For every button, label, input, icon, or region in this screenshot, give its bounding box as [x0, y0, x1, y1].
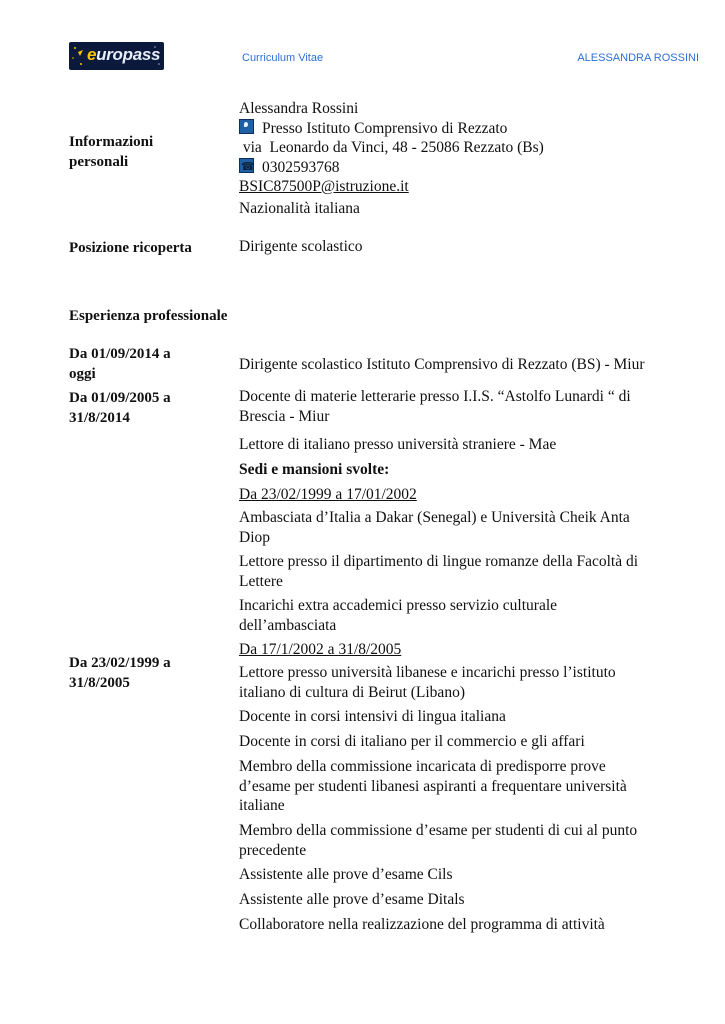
entry-date-line1: Da 01/09/2005 a [69, 390, 171, 406]
full-name: Alessandra Rossini [239, 100, 359, 117]
entry-line: Lettore presso università libanese e incarichi presso l’istituto [239, 664, 616, 681]
entry-item: Docente in corsi intensivi di lingua italiana [239, 708, 506, 725]
phone-icon [239, 158, 254, 173]
entry-date [69, 653, 171, 693]
entry-line: Lettore di italiano presso università straniere - Mae [239, 436, 557, 453]
header-cv-label: Curriculum Vitae [242, 52, 324, 64]
entry-line: dell’ambasciata [239, 616, 337, 634]
entry-item [239, 552, 679, 591]
entry-date [69, 388, 171, 428]
location-icon [239, 119, 254, 134]
personal-info-block [239, 99, 679, 218]
personal-info-label-line1: Informazioni [69, 134, 154, 150]
entry-period: Da 23/02/1999 a 17/01/2002 [239, 486, 417, 503]
entry-line: Lettore presso il dipartimento di lingue romanze della Facoltà di [239, 553, 639, 570]
entry-line: italiano di cultura di Beirut (Libano) [239, 683, 465, 701]
nationality: Nazionalità italiana [239, 199, 360, 217]
entry-line: Incarichi extra accademici presso servizio culturale [239, 597, 558, 614]
address-line1 [239, 119, 679, 139]
entry-date-line2: 31/8/2014 [69, 410, 130, 426]
personal-info-label-line2: personali [69, 154, 129, 170]
entry-date-line1: Da 23/02/1999 a [69, 655, 171, 671]
address-line1-text: Presso Istituto Comprensivo di Rezzato [262, 119, 508, 137]
entry-line: Diop [239, 528, 270, 546]
entry-line: Membro della commissione incaricata di predisporre prove [239, 758, 606, 775]
entry-line: d’esame per studenti libanesi aspiranti a frequentare università [239, 777, 627, 795]
entry-item [239, 663, 679, 702]
entry-item [239, 821, 679, 860]
position-value: Dirigente scolastico [239, 238, 363, 255]
entry-date-line1: Da 01/09/2014 a [69, 346, 171, 362]
entry-date-line2: oggi [69, 366, 96, 382]
personal-info-label [69, 132, 153, 172]
entry-item: Assistente alle prove d’esame Ditals [239, 891, 465, 908]
entry-line: Brescia - Miur [239, 407, 330, 425]
entry-item: Assistente alle prove d’esame Cils [239, 866, 453, 883]
address-line2: via Leonardo da Vinci, 48 - 25086 Rezzato (Bs) [239, 139, 544, 156]
experience-heading: Esperienza professionale [69, 308, 228, 324]
entry-line: precedente [239, 841, 307, 859]
entry-item [239, 757, 679, 816]
entry-date-line2: 31/8/2005 [69, 675, 130, 691]
phone-line [239, 158, 679, 178]
entry-description [239, 387, 679, 426]
entry-period: Da 17/1/2002 a 31/8/2005 [239, 641, 402, 658]
entry-line: Membro della commissione d’esame per studenti di cui al punto [239, 822, 638, 839]
entry-line: Docente di materie letterarie presso I.I.S. “Astolfo Lunardi “ di [239, 388, 631, 405]
logo-text: europass [87, 45, 161, 64]
entry-subheading: Sedi e mansioni svolte: [239, 461, 390, 478]
header-name: ALESSANDRA ROSSINI [577, 52, 699, 64]
page-header [0, 0, 725, 80]
entry-line: Ambasciata d’Italia a Dakar (Senegal) e Università Cheik Anta [239, 509, 630, 526]
entry-item [239, 596, 679, 635]
position-label: Posizione ricoperta [69, 240, 192, 256]
entry-item [239, 508, 679, 547]
europass-logo [69, 42, 164, 70]
entry-line: italiane [239, 797, 285, 814]
entry-line: Dirigente scolastico Istituto Comprensivo di Rezzato (BS) - Miur [239, 356, 645, 373]
email-link[interactable]: BSIC87500P@istruzione.it [239, 178, 409, 195]
entry-item: Docente in corsi di italiano per il commercio e gli affari [239, 733, 585, 750]
entry-line: Lettere [239, 572, 283, 590]
entry-date [69, 344, 171, 384]
entry-item: Collaboratore nella realizzazione del programma di attività [239, 916, 605, 933]
phone-number: 0302593768 [262, 158, 340, 176]
